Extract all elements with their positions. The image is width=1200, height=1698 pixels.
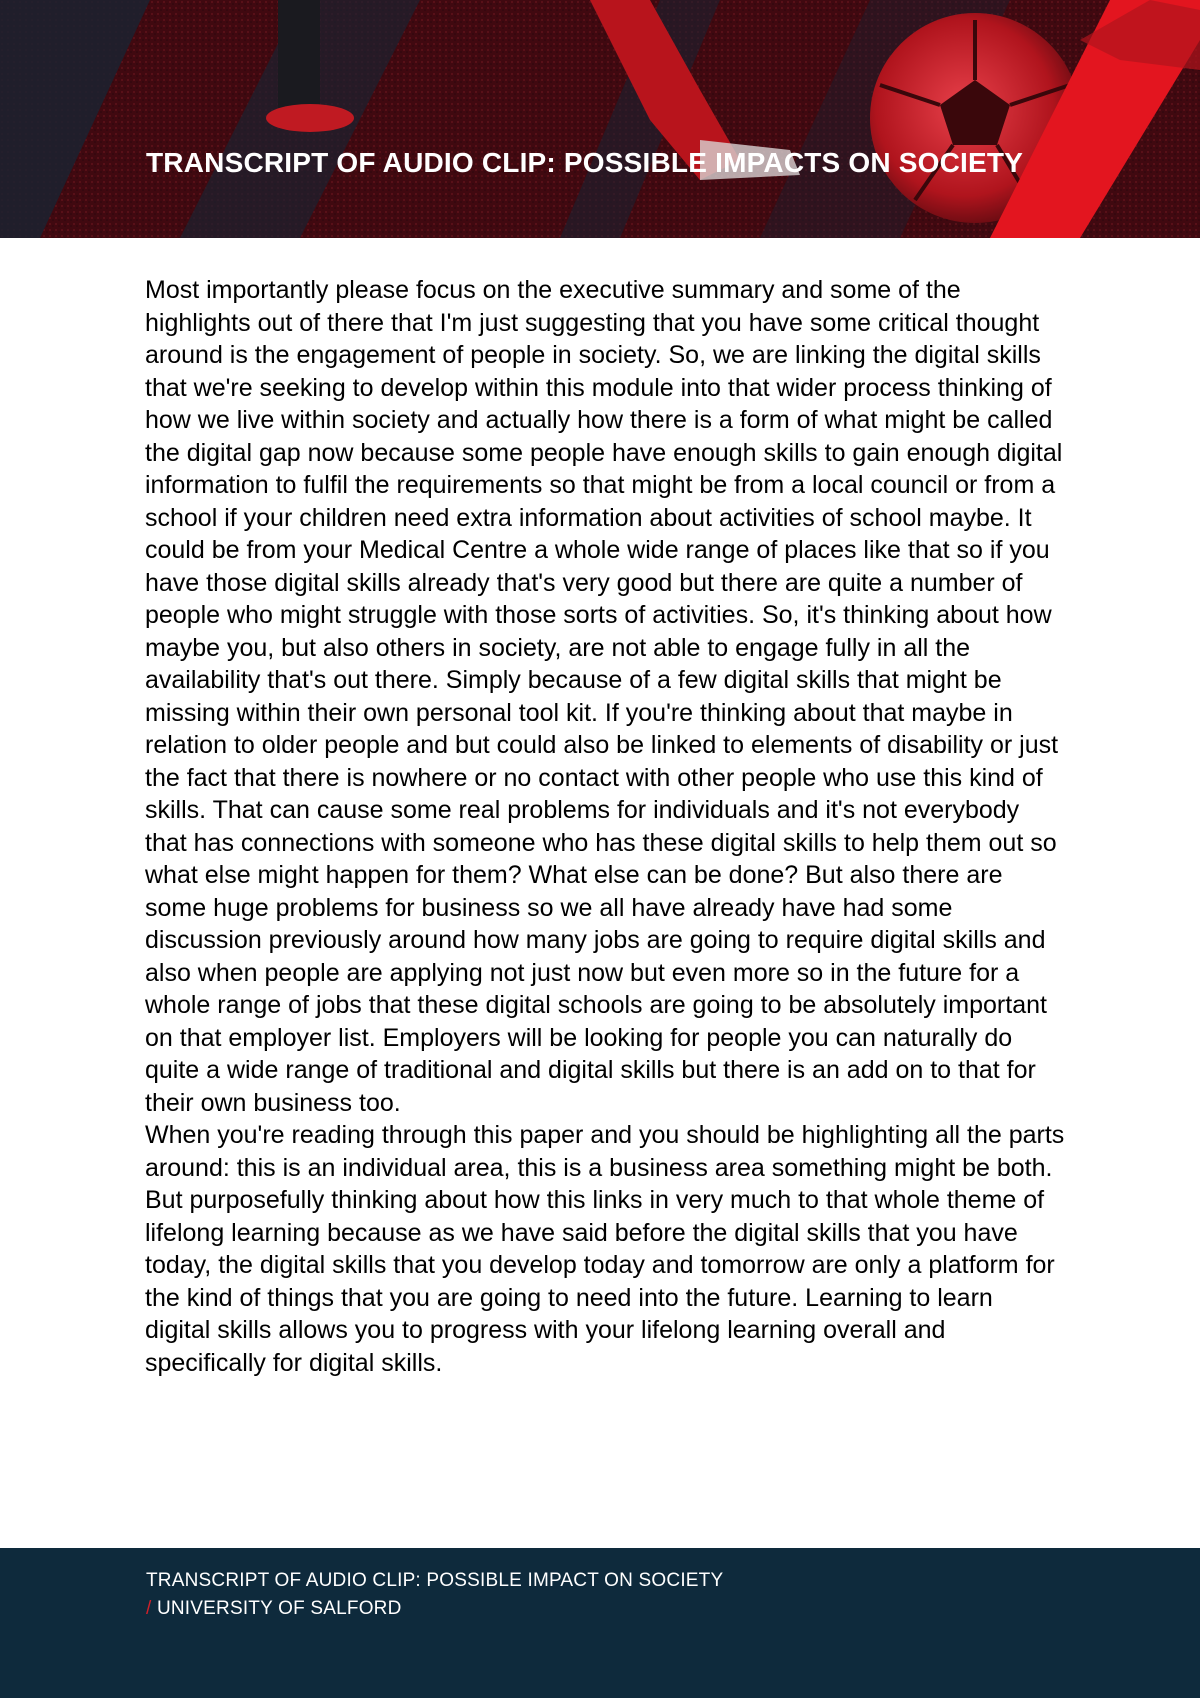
footer-title: TRANSCRIPT OF AUDIO CLIP: POSSIBLE IMPACT ON SOCIETY: [146, 1570, 724, 1591]
transcript-body: [145, 274, 1065, 1379]
header-banner: [0, 0, 1200, 238]
footer-separator: /: [146, 1598, 152, 1619]
page-footer: [0, 1548, 1200, 1698]
footer-university: UNIVERSITY OF SALFORD: [156, 1598, 402, 1619]
transcript-paragraph: Most importantly please focus on the executive summary and some of the highlights out of there that I'm just suggesting that you have some critical thought around is the engagement of people in society. So, we are linking the digital skills that we're seeking to develop within this module into that wider process thinking of how we live within society and actually how there is a form of what might be called the digital gap now because some people have enough skills to gain enough digital information to fulfil the requirements so that might be from a local council or from a school if your children need extra information about activities of school maybe. It could be from your Medical Centre a whole wide range of places like that so if you have those digital skills already that's very good but there are quite a number of people who might struggle with those sorts of activities. So, it's thinking about how maybe you, but also others in society, are not able to engage fully in all the availability that's out there. Simply because of a few digital skills that might be missing within their own personal tool kit. If you're thinking about that maybe in relation to older people and but could also be linked to elements of disability or just the fact that there is nowhere or no contact with other people who use this kind of skills. That can cause some real problems for individuals and it's not everybody that has connections with someone who has these digital skills to help them out so what else might happen for them? What else can be done? But also there are some huge problems for business so we all have already have had some discussion previously around how many jobs are going to require digital skills and also when people are applying not just now but even more so in the future for a whole range of jobs that these digital schools are going to be absolutely important on that employer list. Employers will be looking for people you can naturally do quite a wide range of traditional and digital skills but there is an add on to that for their own business too.: [145, 276, 1063, 1117]
football-photo-icon: [0, 0, 1200, 238]
page-title: TRANSCRIPT OF AUDIO CLIP: POSSIBLE IMPACTS ON SOCIETY: [146, 147, 1024, 178]
footer-institution: [146, 1598, 402, 1620]
transcript-paragraph: When you're reading through this paper and you should be highlighting all the parts around: this is an individual area, this is a business area something might be both. But purposefully thinking about how this links in very much to that whole theme of lifelong learning because as we have said before the digital skills that you have today, the digital skills that you develop today and tomorrow are only a platform for the kind of things that you are going to need into the future. Learning to learn digital skills allows you to progress with your lifelong learning overall and specifically for digital skills.: [145, 1121, 1065, 1377]
